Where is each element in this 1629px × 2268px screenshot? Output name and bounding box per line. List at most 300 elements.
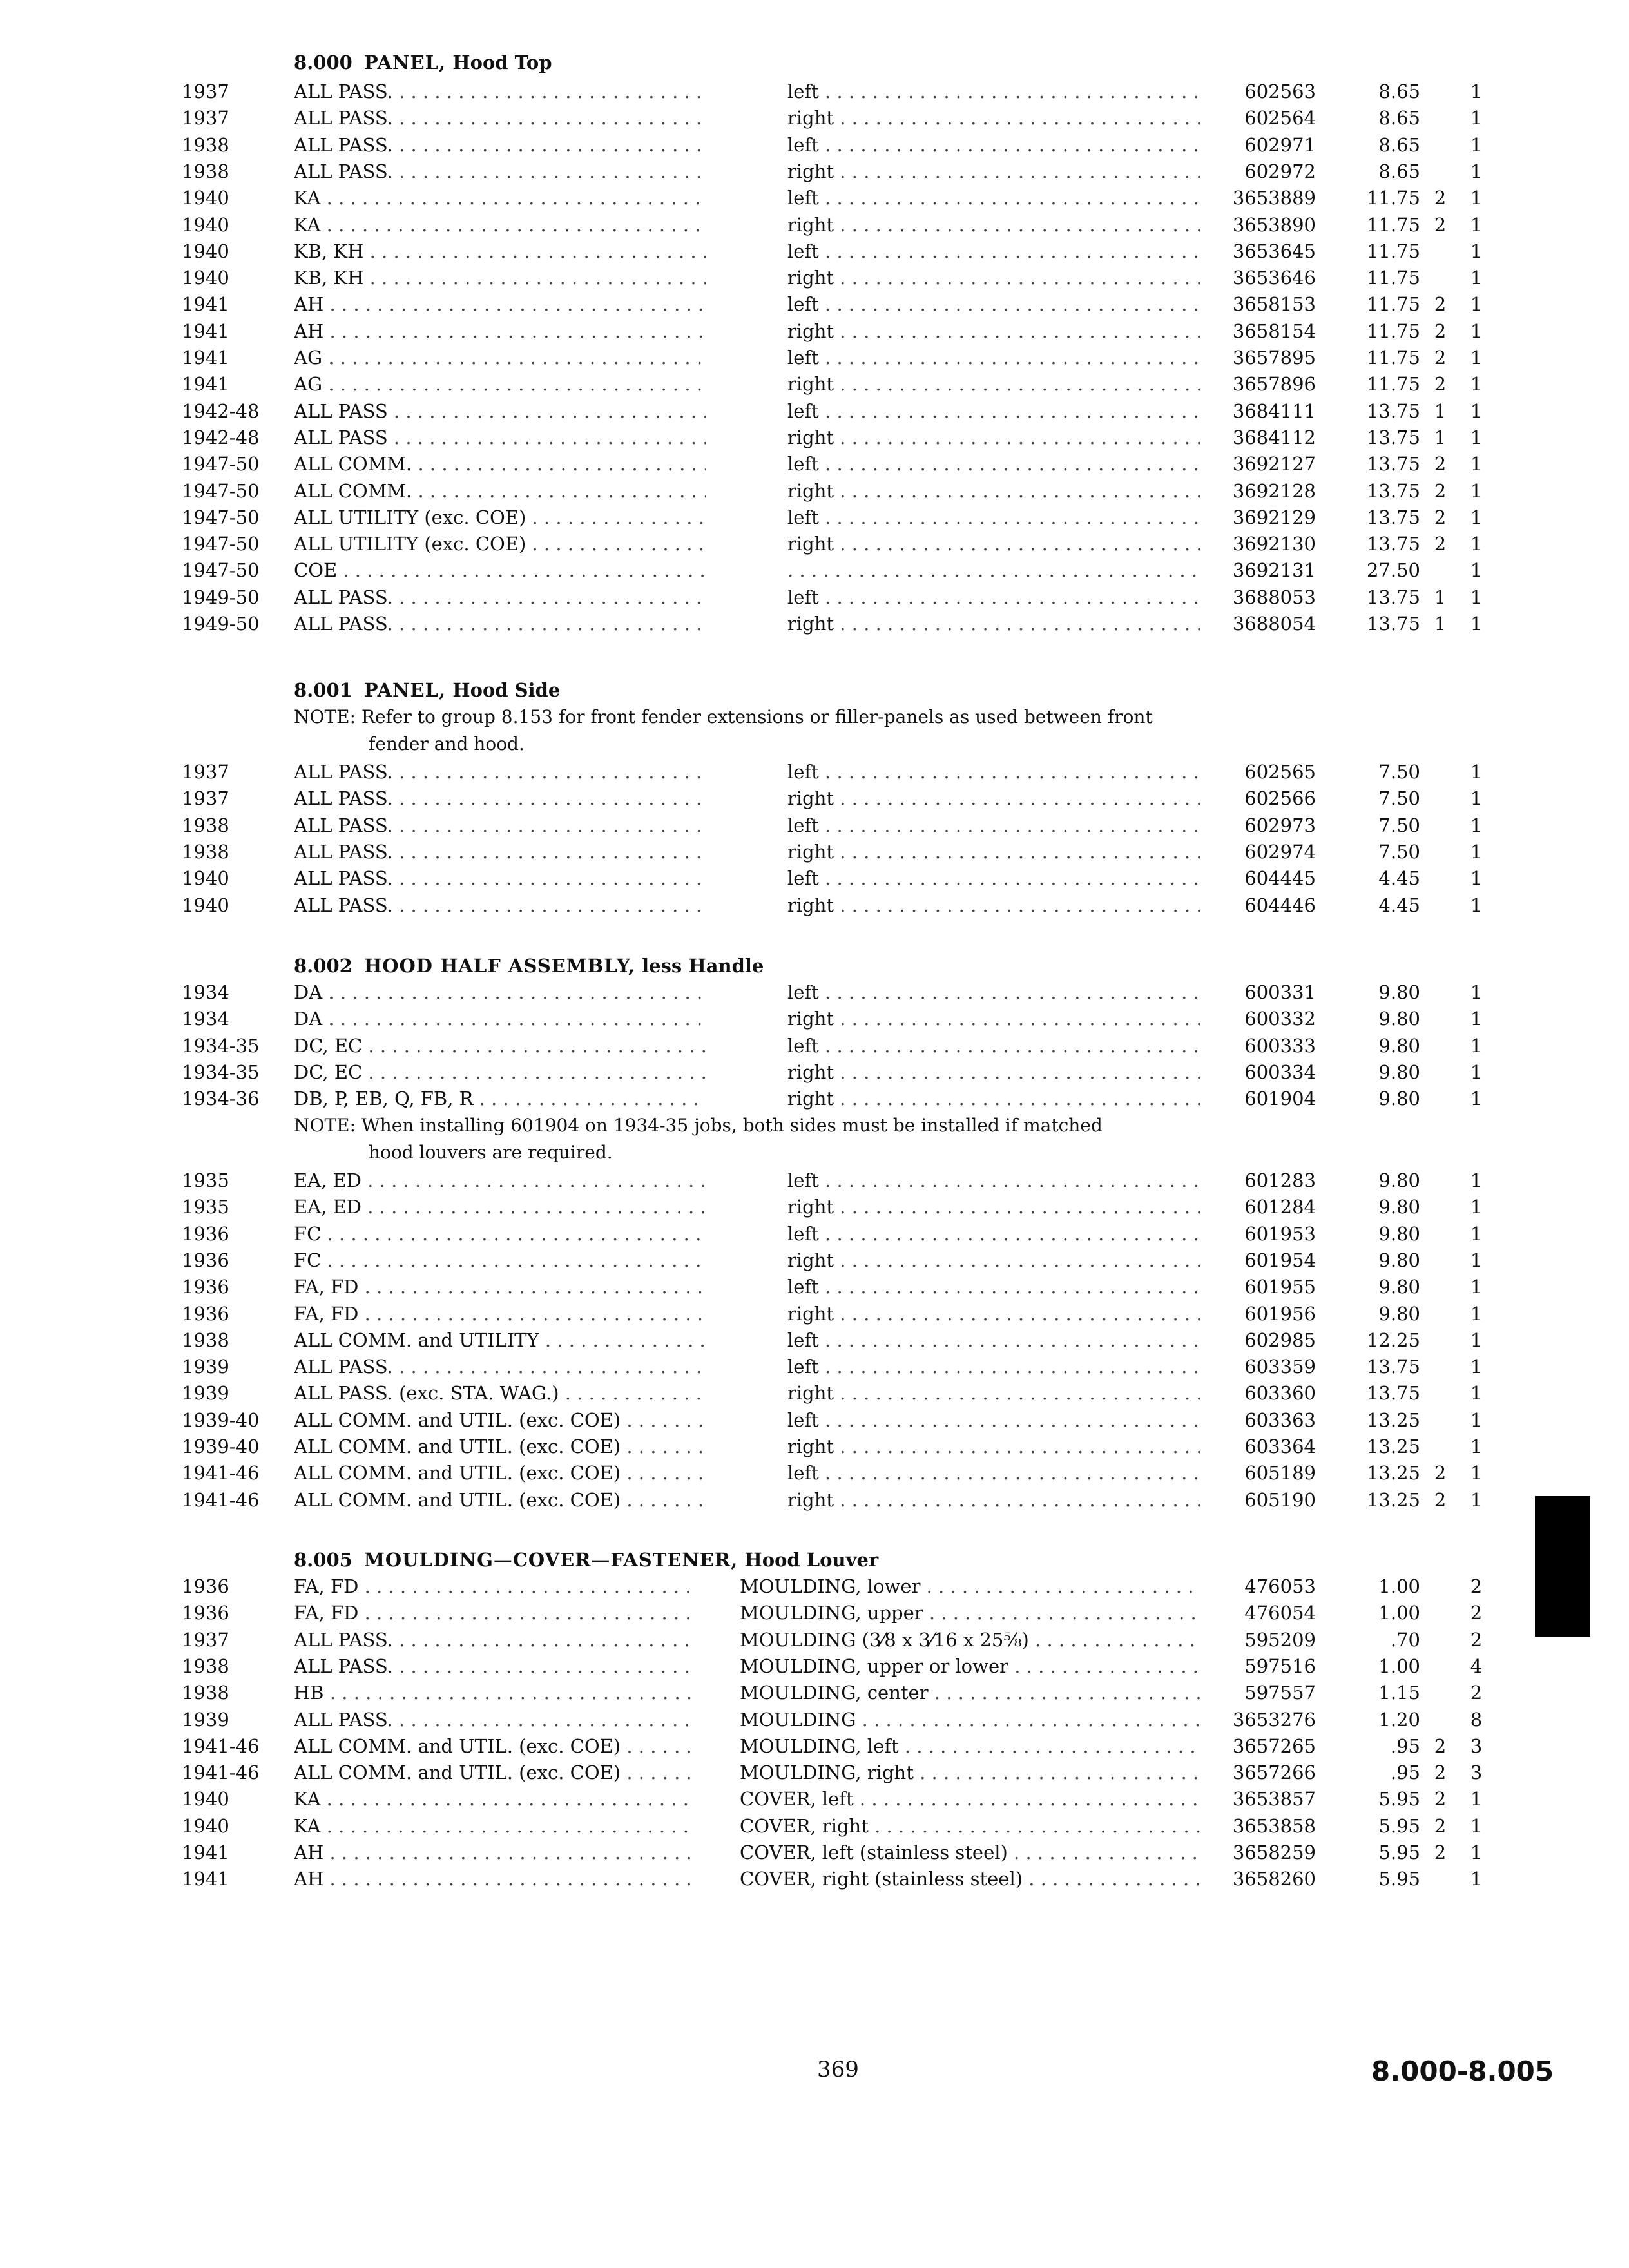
description-cell: MOULDING, left . . . (740, 1733, 1200, 1760)
section-heading-8-001 (294, 677, 560, 704)
model-cell: ALL COMM. and UTIL. (exc. COE) . . . (294, 1487, 706, 1514)
description-cell: right . . . (787, 1301, 1200, 1327)
model-cell: ALL PASS. . . . (294, 839, 706, 865)
description-cell (787, 557, 1200, 584)
price-cell: 5.95 (1378, 1814, 1420, 1837)
description-cell: right . . . (787, 1380, 1200, 1407)
section-title: HOOD HALF ASSEMBLY, (363, 955, 636, 977)
model-cell: DC, EC . . . (294, 1059, 706, 1086)
part-number-cell: 600332 (1244, 1008, 1316, 1030)
price-cell: 8.65 (1378, 133, 1420, 156)
part-number-cell: 3653645 (1232, 240, 1316, 262)
quantity-cell: 1 (1470, 240, 1483, 262)
price-cell: 7.50 (1378, 787, 1420, 810)
table-row (0, 1627, 1629, 1653)
model-cell: ALL COMM. and UTIL. (exc. COE) . . . (294, 1407, 706, 1434)
description-cell: right . . . (787, 1006, 1200, 1032)
year-cell: 1936 (182, 1249, 229, 1271)
quantity-cell: 8 (1470, 1708, 1483, 1731)
model-cell: FC . . . (294, 1247, 706, 1274)
price-cell: 13.75 (1366, 613, 1420, 635)
model-cell: EA, ED . . . (294, 1168, 706, 1194)
part-number-cell: 603359 (1244, 1356, 1316, 1378)
model-cell: ALL PASS. . . . (294, 105, 706, 131)
price-cell: 13.75 (1366, 533, 1420, 555)
part-number-cell: 601284 (1244, 1196, 1316, 1218)
part-number-cell: 601953 (1244, 1222, 1316, 1245)
price-cell: 11.75 (1366, 347, 1420, 369)
price-cell: 9.80 (1378, 1088, 1420, 1110)
description-cell: MOULDING . . . (740, 1707, 1200, 1733)
code-cell: 2 (1434, 1788, 1447, 1811)
description-cell: right . . . (787, 1487, 1200, 1514)
code-cell: 2 (1434, 506, 1447, 528)
table-row (0, 79, 1629, 105)
table-row (0, 159, 1629, 185)
description-cell: left . . . (787, 1407, 1200, 1434)
page-number: 369 (817, 2057, 859, 2082)
description-cell: left . . . (787, 812, 1200, 839)
quantity-cell: 1 (1470, 586, 1483, 608)
quantity-cell: 1 (1470, 506, 1483, 528)
section-title: MOULDING—COVER—FASTENER, (363, 1549, 738, 1571)
description-cell: right . . . (787, 1059, 1200, 1086)
model-cell: ALL COMM. . . . (294, 451, 706, 477)
year-cell: 1937 (182, 1628, 229, 1651)
part-number-cell: 600334 (1244, 1061, 1316, 1083)
table-row (0, 1786, 1629, 1812)
year-cell: 1935 (182, 1196, 229, 1218)
table-row (0, 1733, 1629, 1760)
price-cell: 7.50 (1378, 814, 1420, 836)
description-cell: left . . . (787, 1168, 1200, 1194)
description-cell: left . . . (787, 451, 1200, 477)
table-row (0, 132, 1629, 159)
quantity-cell: 1 (1470, 293, 1483, 316)
part-number-cell: 602972 (1244, 160, 1316, 182)
part-number-cell: 602974 (1244, 840, 1316, 863)
model-cell: AH . . . (294, 318, 706, 345)
description-cell: right . . . (787, 1434, 1200, 1460)
quantity-cell: 2 (1470, 1575, 1483, 1597)
part-number-cell: 603360 (1244, 1382, 1316, 1405)
description-cell: left . . . (787, 865, 1200, 892)
part-number-cell: 605190 (1244, 1488, 1316, 1511)
year-cell: 1934-36 (182, 1088, 260, 1110)
table-row (0, 1680, 1629, 1706)
table-row (0, 1033, 1629, 1059)
model-cell: ALL PASS . . . (294, 398, 706, 425)
model-cell: DA . . . (294, 1006, 706, 1032)
quantity-cell: 1 (1470, 320, 1483, 342)
quantity-cell: 1 (1470, 1408, 1483, 1431)
model-cell: ALL PASS. . . . (294, 159, 706, 185)
description-cell: left . . . (787, 1033, 1200, 1059)
description-cell: right . . . (787, 371, 1200, 398)
model-cell: ALL PASS. . . . (294, 812, 706, 839)
quantity-cell: 1 (1470, 559, 1483, 582)
year-cell: 1937 (182, 107, 229, 130)
price-cell: 1.20 (1378, 1708, 1420, 1731)
price-cell: 13.75 (1366, 506, 1420, 528)
table-row (0, 345, 1629, 371)
model-cell: ALL PASS. . . . (294, 1653, 693, 1680)
part-number-cell: 3657896 (1232, 373, 1316, 396)
description-cell: right . . . (787, 478, 1200, 505)
year-cell: 1940 (182, 894, 229, 916)
table-row (0, 1274, 1629, 1300)
model-cell: FC . . . (294, 1221, 706, 1247)
section-subtitle: Hood Louver (744, 1549, 879, 1571)
section-number: 8.001 (294, 679, 352, 701)
year-cell: 1941-46 (182, 1462, 260, 1485)
part-number-cell: 602564 (1244, 107, 1316, 130)
year-cell: 1941-46 (182, 1735, 260, 1757)
year-cell: 1941 (182, 373, 229, 396)
price-cell: 9.80 (1378, 1061, 1420, 1083)
year-cell: 1949-50 (182, 613, 260, 635)
year-cell: 1938 (182, 1655, 229, 1677)
year-cell: 1934 (182, 1008, 229, 1030)
price-cell: .70 (1390, 1628, 1420, 1651)
table-row (0, 1380, 1629, 1407)
table-row (0, 451, 1629, 477)
model-cell: ALL PASS. . . . (294, 1354, 706, 1380)
part-number-cell: 601283 (1244, 1169, 1316, 1191)
quantity-cell: 1 (1470, 107, 1483, 130)
part-number-cell: 605189 (1244, 1462, 1316, 1485)
quantity-cell: 1 (1470, 347, 1483, 369)
price-cell: 13.75 (1366, 586, 1420, 608)
price-cell: 1.15 (1378, 1682, 1420, 1704)
price-cell: 11.75 (1366, 240, 1420, 262)
description-cell: MOULDING, upper . . . (740, 1600, 1200, 1626)
quantity-cell: 1 (1470, 1436, 1483, 1457)
price-cell: 13.25 (1366, 1408, 1420, 1431)
model-cell: ALL PASS. . . . (294, 759, 706, 785)
model-cell: DC, EC . . . (294, 1033, 706, 1059)
part-number-cell: 476053 (1244, 1575, 1316, 1597)
description-cell: COVER, right . . . (740, 1813, 1200, 1840)
year-cell: 1941 (182, 347, 229, 369)
quantity-cell: 1 (1470, 981, 1483, 1003)
table-row (0, 1059, 1629, 1086)
note-line-continued: hood louvers are required. (369, 1142, 613, 1163)
year-cell: 1936 (182, 1222, 229, 1245)
quantity-cell: 1 (1470, 1088, 1483, 1110)
description-cell: left . . . (787, 979, 1200, 1006)
price-cell: 11.75 (1366, 293, 1420, 316)
price-cell: 9.80 (1378, 1249, 1420, 1271)
model-cell: ALL COMM. and UTIL. (exc. COE) . . . (294, 1733, 693, 1760)
table-row (0, 1573, 1629, 1600)
year-cell: 1934 (182, 981, 229, 1003)
part-number-cell: 3688053 (1232, 586, 1316, 608)
table-row (0, 1840, 1629, 1866)
model-cell: ALL PASS. . . . (294, 132, 706, 159)
table-row (0, 892, 1629, 919)
model-cell: ALL PASS. . . . (294, 1707, 693, 1733)
description-cell: COVER, left (stainless steel) . . . (740, 1840, 1200, 1866)
price-cell: 9.80 (1378, 1222, 1420, 1245)
price-cell: 13.75 (1366, 1382, 1420, 1405)
model-cell: ALL COMM. and UTIL. (exc. COE) . . . (294, 1434, 706, 1460)
part-number-cell: 3653889 (1232, 187, 1316, 209)
year-cell: 1939-40 (182, 1436, 260, 1457)
year-cell: 1936 (182, 1575, 229, 1597)
price-cell: 4.45 (1378, 867, 1420, 890)
year-cell: 1942-48 (182, 399, 260, 422)
description-cell: COVER, right (stainless steel) . . . (740, 1866, 1200, 1892)
table-row (0, 238, 1629, 265)
description-cell: left . . . (787, 185, 1200, 211)
year-cell: 1937 (182, 81, 229, 102)
year-cell: 1939-40 (182, 1408, 260, 1431)
model-cell: ALL PASS. (exc. STA. WAG.) . . . (294, 1380, 706, 1407)
section-number: 8.000 (294, 52, 352, 73)
part-number-cell: 3657266 (1232, 1762, 1316, 1784)
description-cell: left . . . (787, 132, 1200, 159)
part-number-cell: 3653858 (1232, 1814, 1316, 1837)
table-row (0, 1354, 1629, 1380)
quantity-cell: 1 (1470, 160, 1483, 182)
year-cell: 1934-35 (182, 1034, 260, 1057)
year-cell: 1936 (182, 1602, 229, 1624)
price-cell: 8.65 (1378, 107, 1420, 130)
part-number-cell: 3684111 (1232, 399, 1316, 422)
quantity-cell: 1 (1470, 1462, 1483, 1485)
model-cell: KA . . . (294, 1813, 693, 1840)
year-cell: 1938 (182, 1682, 229, 1704)
note-line: NOTE: When installing 601904 on 1934-35 jobs, both sides must be installed if matched (294, 1115, 1103, 1136)
price-cell: 12.25 (1366, 1329, 1420, 1351)
part-number-cell: 3692130 (1232, 533, 1316, 555)
model-cell: ALL UTILITY (exc. COE) . . . (294, 531, 706, 557)
part-number-cell: 602973 (1244, 814, 1316, 836)
section-heading-8-002 (294, 952, 764, 979)
price-cell: 8.65 (1378, 81, 1420, 102)
year-cell: 1939 (182, 1382, 229, 1405)
quantity-cell: 3 (1470, 1735, 1483, 1757)
model-cell: ALL PASS. . . . (294, 611, 706, 637)
quantity-cell: 1 (1470, 1061, 1483, 1083)
year-cell: 1941 (182, 1868, 229, 1890)
quantity-cell: 1 (1470, 894, 1483, 916)
model-cell: EA, ED . . . (294, 1194, 706, 1220)
part-number-cell: 3653890 (1232, 213, 1316, 236)
part-number-cell: 603363 (1244, 1408, 1316, 1431)
part-number-cell: 3692128 (1232, 479, 1316, 502)
code-cell: 2 (1434, 1735, 1447, 1757)
quantity-cell: 1 (1470, 187, 1483, 209)
description-cell: COVER, left . . . (740, 1786, 1200, 1812)
part-number-cell: 602971 (1244, 133, 1316, 156)
part-number-cell: 601904 (1244, 1088, 1316, 1110)
table-row (0, 1813, 1629, 1840)
table-row (0, 611, 1629, 637)
quantity-cell: 1 (1470, 1841, 1483, 1863)
year-cell: 1939 (182, 1708, 229, 1731)
table-row (0, 979, 1629, 1006)
price-cell: 13.75 (1366, 453, 1420, 476)
year-cell: 1938 (182, 133, 229, 156)
description-cell: right . . . (787, 1086, 1200, 1112)
quantity-cell: 1 (1470, 1868, 1483, 1890)
year-cell: 1938 (182, 814, 229, 836)
section-number: 8.005 (294, 1549, 352, 1571)
model-cell: ALL PASS . . . (294, 425, 706, 451)
part-number-cell: 601955 (1244, 1276, 1316, 1298)
quantity-cell: 2 (1470, 1682, 1483, 1704)
code-cell: 2 (1434, 213, 1447, 236)
model-cell: ALL PASS. . . . (294, 1627, 693, 1653)
model-cell: DA . . . (294, 979, 706, 1006)
price-cell: 13.75 (1366, 399, 1420, 422)
description-cell: left . . . (787, 1221, 1200, 1247)
table-row (0, 1866, 1629, 1892)
table-row (0, 1600, 1629, 1626)
year-cell: 1935 (182, 1169, 229, 1191)
description-cell: right . . . (787, 1247, 1200, 1274)
section-subtitle: less Handle (642, 955, 764, 977)
model-cell: FA, FD . . . (294, 1573, 693, 1600)
part-number-cell: 603364 (1244, 1436, 1316, 1457)
description-cell: left . . . (787, 1327, 1200, 1354)
part-number-cell: 600331 (1244, 981, 1316, 1003)
section-subtitle: Hood Side (452, 679, 561, 701)
table-row (0, 505, 1629, 531)
description-cell: left . . . (787, 79, 1200, 105)
model-cell: AG . . . (294, 345, 706, 371)
description-cell: left . . . (787, 1354, 1200, 1380)
description-cell: right . . . (787, 785, 1200, 812)
description-cell: left . . . (787, 1460, 1200, 1486)
table-row (0, 1194, 1629, 1220)
quantity-cell: 4 (1470, 1655, 1483, 1677)
year-cell: 1937 (182, 761, 229, 783)
part-number-cell: 3692131 (1232, 559, 1316, 582)
table-row (0, 212, 1629, 238)
model-cell: AG . . . (294, 371, 706, 398)
code-cell: 2 (1434, 479, 1447, 502)
year-cell: 1940 (182, 1814, 229, 1837)
model-cell: AH . . . (294, 291, 706, 318)
price-cell: 11.75 (1366, 373, 1420, 396)
description-cell: right . . . (787, 892, 1200, 919)
year-cell: 1937 (182, 787, 229, 810)
year-cell: 1938 (182, 1329, 229, 1351)
year-cell: 1940 (182, 213, 229, 236)
code-cell: 1 (1434, 426, 1447, 448)
quantity-cell: 1 (1470, 1008, 1483, 1030)
table-row (0, 584, 1629, 611)
price-cell: 8.65 (1378, 160, 1420, 182)
table-row (0, 557, 1629, 584)
part-number-cell: 3688054 (1232, 613, 1316, 635)
model-cell: COE . . . (294, 557, 706, 584)
year-cell: 1934-35 (182, 1061, 260, 1083)
year-cell: 1940 (182, 267, 229, 289)
table-row (0, 839, 1629, 865)
code-cell: 2 (1434, 347, 1447, 369)
quantity-cell: 1 (1470, 213, 1483, 236)
table-row (0, 865, 1629, 892)
description-cell: right . . . (787, 839, 1200, 865)
table-row (0, 1460, 1629, 1486)
description-cell: MOULDING, upper or lower . . . (740, 1653, 1200, 1680)
model-cell: KB, KH . . . (294, 238, 706, 265)
quantity-cell: 1 (1470, 479, 1483, 502)
table-row (0, 371, 1629, 398)
quantity-cell: 2 (1470, 1602, 1483, 1624)
table-row (0, 1006, 1629, 1032)
year-cell: 1941 (182, 320, 229, 342)
quantity-cell: 1 (1470, 81, 1483, 102)
price-cell: 11.75 (1366, 320, 1420, 342)
model-cell: DB, P, EB, Q, FB, R . . . (294, 1086, 706, 1112)
model-cell: HB . . . (294, 1680, 693, 1706)
code-cell: 2 (1434, 1762, 1447, 1784)
code-cell: 2 (1434, 1841, 1447, 1863)
quantity-cell: 1 (1470, 1488, 1483, 1511)
table-row (0, 105, 1629, 131)
description-cell: right . . . (787, 212, 1200, 238)
description-cell: MOULDING, right . . . (740, 1760, 1200, 1786)
year-cell: 1947-50 (182, 479, 260, 502)
price-cell: 1.00 (1378, 1602, 1420, 1624)
year-cell: 1942-48 (182, 426, 260, 448)
quantity-cell: 1 (1470, 1329, 1483, 1351)
description-cell: left . . . (787, 398, 1200, 425)
part-number-cell: 3653857 (1232, 1788, 1316, 1811)
quantity-cell: 1 (1470, 133, 1483, 156)
part-number-cell: 601954 (1244, 1249, 1316, 1271)
part-number-cell: 600333 (1244, 1034, 1316, 1057)
quantity-cell: 1 (1470, 1196, 1483, 1218)
price-cell: 9.80 (1378, 1196, 1420, 1218)
table-row (0, 1221, 1629, 1247)
part-number-cell: 3658260 (1232, 1868, 1316, 1890)
table-row (0, 1707, 1629, 1733)
model-cell: ALL COMM. and UTIL. (exc. COE) . . . (294, 1760, 693, 1786)
description-cell: right . . . (787, 265, 1200, 291)
quantity-cell: 1 (1470, 1169, 1483, 1191)
quantity-cell: 1 (1470, 1249, 1483, 1271)
price-cell: 9.80 (1378, 1034, 1420, 1057)
part-number-cell: 602985 (1244, 1329, 1316, 1351)
part-number-cell: 3658154 (1232, 320, 1316, 342)
description-cell: left . . . (787, 238, 1200, 265)
price-cell: 13.75 (1366, 1356, 1420, 1378)
quantity-cell: 1 (1470, 1356, 1483, 1378)
price-cell: 13.75 (1366, 479, 1420, 502)
year-cell: 1936 (182, 1302, 229, 1325)
quantity-cell: 1 (1470, 373, 1483, 396)
part-number-cell: 595209 (1244, 1628, 1316, 1651)
table-row (0, 1327, 1629, 1354)
quantity-cell: 1 (1470, 399, 1483, 422)
table-row (0, 1086, 1629, 1112)
model-cell: AH . . . (294, 1866, 693, 1892)
quantity-cell: 1 (1470, 1034, 1483, 1057)
description-cell: right . . . (787, 611, 1200, 637)
table-row (0, 1434, 1629, 1460)
table-row (0, 1487, 1629, 1514)
year-cell: 1947-50 (182, 533, 260, 555)
price-cell: 7.50 (1378, 761, 1420, 783)
quantity-cell: 1 (1470, 787, 1483, 810)
model-cell: FA, FD . . . (294, 1274, 706, 1300)
